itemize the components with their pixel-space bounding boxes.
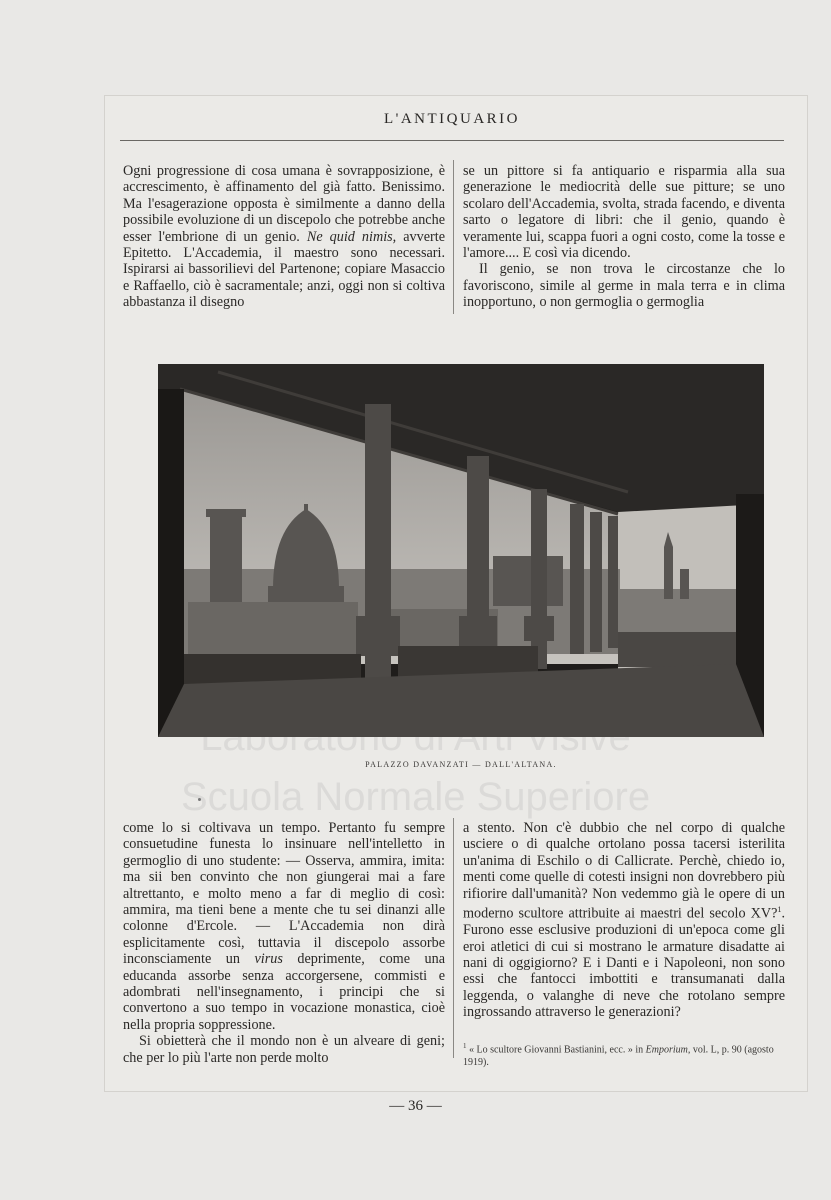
footnote-reference: 1 [777, 905, 782, 915]
bottom-right-column [463, 820, 785, 1021]
column-divider-bottom [453, 818, 454, 1058]
footnote-text-a: « Lo scultore Giovanni Bastianini, ecc. » in [469, 1044, 644, 1056]
top-right-paragraph-2: Il genio, se non trova le circostanze che lo favoriscono, simile al germe in mala terra e in clima inopportuno, o non germoglia o germoglia [463, 261, 785, 311]
top-left-column [123, 163, 445, 311]
photo-caption: PALAZZO DAVANZATI — DALL'ALTANA. [365, 760, 557, 769]
top-left-italic: Ne quid nimis, [306, 228, 397, 245]
bottom-right-text-b: . Furono esse esclusive produzioni di un'epoca come gli eroi atletici di cui si mostrano le armature disadatte ai nani di oggigiorno? E i Danti e i Napoleoni, non sono essi che fantocci imbottiti e transumanati dalla leggenda, o valanghe di neve che rotolano sempre ingrossando attraverso le generazioni? [463, 905, 785, 1021]
loggia-illustration [158, 364, 764, 737]
bottom-left-column [123, 820, 445, 1066]
bottom-left-text-a: come lo si coltivava un tempo. Pertanto fu sempre consuetudine funesta lo insinuare nell'intelletto in germoglio di uno studente: — Osserva, ammira, imita: ma sii ben convinto che non giungerai mai a fare altrettanto, e molto meno a far di meglio di così: ammira, ma tieni bene a mente che tu sei dinanzi alle colonne d'Ercole. — L'Accademia non dirà esplicitamente così, tuttavia il discepolo assorbe inconsciamente un [123, 820, 445, 968]
bottom-left-paragraph-2: Si obietterà che il mondo non è un alveare di geni; che per lo più l'arte non perde molto [123, 1033, 445, 1066]
top-left-text: Ogni progressione di cosa umana è sovrapposizione, è accrescimento, è affinamento del già fatto. Benissimo. Ma l'esagerazione opposta è similmente a danno della possibile evoluzione di un discepolo che potrebbe anche esser l'embrione di un genio. [123, 163, 445, 245]
running-header: L'ANTIQUARIO [383, 111, 521, 127]
photograph-palazzo-davanzati [158, 364, 764, 737]
bottom-left-text-b: deprimente, come una educanda assorbe senza accorgersene, commisti e adombrati nell'insegnamento, i principi che si convertono a suo tempo in vocazione monastica, cioè nella propria soppressione. [123, 951, 446, 1033]
print-speck [198, 798, 201, 801]
bottom-left-italic: virus [254, 951, 283, 968]
bottom-right-text-a: a stento. Non c'è dubbio che nel corpo di qualche usciere o di qualche ortolano possa tacersi isterilita un'anima di Eschilo o di Callicrate. Perchè, chiedo io, menti come quelle di cotesti insigni non dovrebbero più rifiorire dall'umanità? Non vedemmo già le opere di un moderno scultore attribuite ai maestri del secolo XV? [463, 820, 785, 922]
footnote-text-b: vol. L, p. 90 (agosto 1919). [463, 1044, 774, 1068]
header-rule [120, 140, 784, 141]
top-right-column [463, 163, 785, 311]
page-number: — 36 — [389, 1098, 442, 1114]
top-left-text-after: avverte Epitetto. L'Accademia, il maestro sono necessari. Ispirarsi ai bassorilievi del Partenone; copiare Masaccio e Raffaello, ciò è sacramentale; anzi, oggi non si coltiva abbastanza il disegno [123, 228, 445, 311]
footnote-mark: 1 [463, 1042, 467, 1050]
footnote-italic: Emporium, [645, 1044, 691, 1056]
footnote [463, 1040, 785, 1069]
top-right-paragraph-1: se un pittore si fa antiquario e risparmia alla sua generazione le mediocrità delle sue pitture; se uno scolaro dell'Accademia, svolta, strada facendo, e diventa sarto o legatore di libri: che il genio, quando è veramente lui, scappa fuori a ogni costo, come la tosse e l'amore.... E così via dicendo. [463, 163, 785, 262]
column-divider-top [453, 160, 454, 314]
